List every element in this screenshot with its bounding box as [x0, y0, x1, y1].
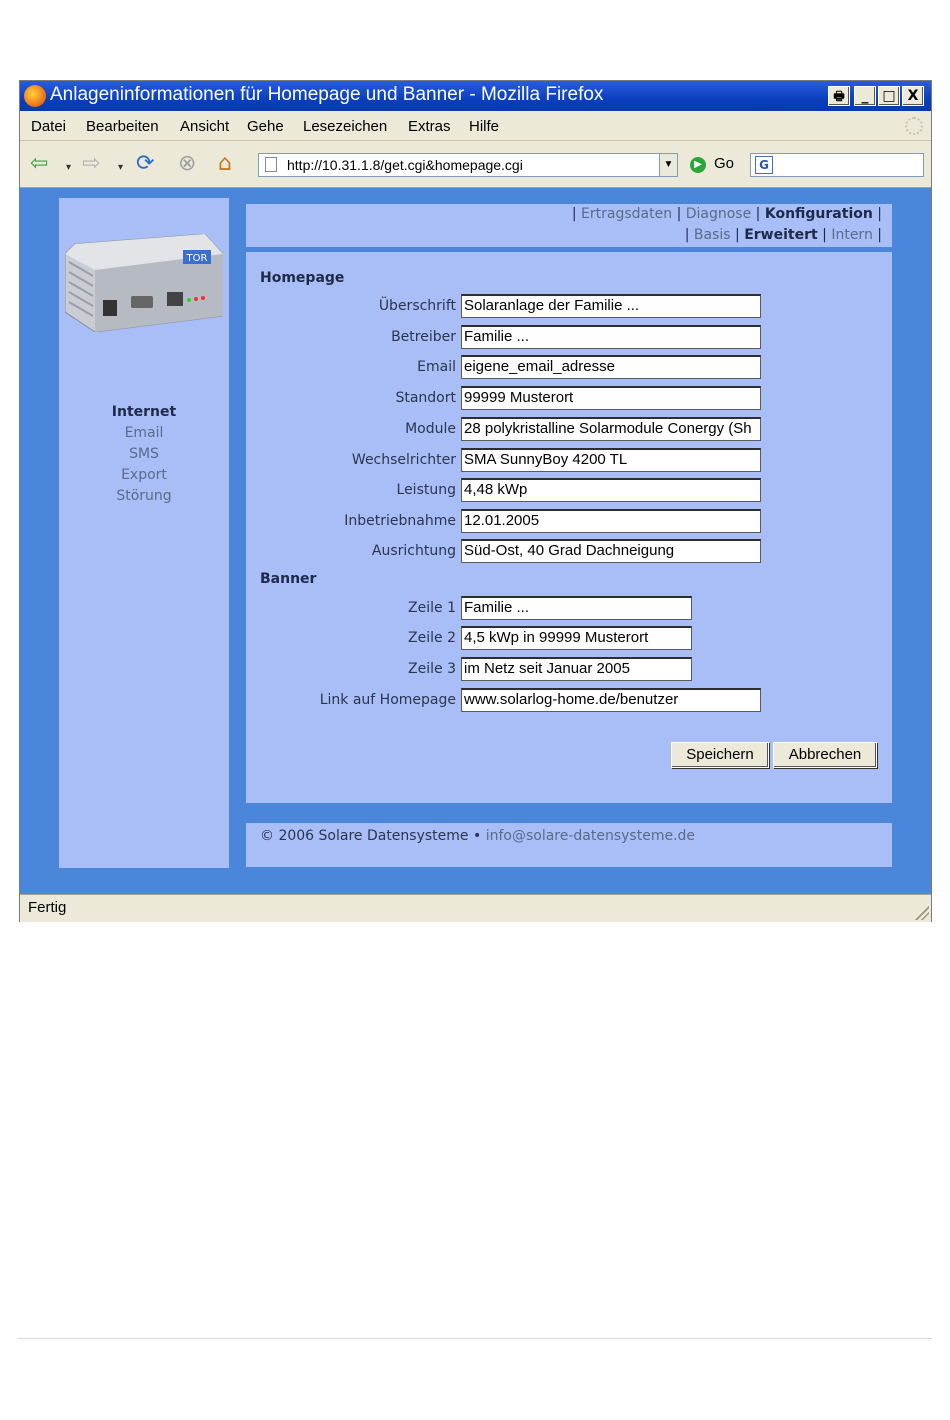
- inbetriebnahme-input[interactable]: 12.01.2005: [461, 509, 761, 533]
- copyright-text: © 2006 Solare Datensysteme: [260, 828, 469, 844]
- stop-icon[interactable]: ⊗: [178, 151, 197, 176]
- sidebar-nav: [59, 402, 229, 507]
- zeile-2-input[interactable]: 4,5 kWp in 99999 Musterort: [461, 626, 692, 650]
- leistung-input[interactable]: 4,48 kWp: [461, 478, 761, 502]
- ausrichtung-input[interactable]: Süd-Ost, 40 Grad Dachneigung: [461, 539, 761, 563]
- device-brand: TOR: [186, 253, 208, 264]
- go-icon[interactable]: ▶: [690, 157, 706, 173]
- field-label: Betreiber: [391, 329, 456, 345]
- tab-ertragsdaten[interactable]: Ertragsdaten: [581, 206, 673, 222]
- url-text: http://10.31.1.8/get.cgi&homepage.cgi: [287, 157, 523, 173]
- zeile-3-input[interactable]: im Netz seit Januar 2005: [461, 657, 692, 681]
- field-label: Zeile 1: [408, 600, 456, 616]
- menu-ansicht[interactable]: Ansicht: [180, 118, 230, 135]
- page-divider: [18, 1338, 932, 1339]
- homepage-link-input[interactable]: www.solarlog-home.de/benutzer: [461, 688, 761, 712]
- field-label: Module: [405, 421, 456, 437]
- menu-hilfe[interactable]: Hilfe: [469, 118, 500, 135]
- page-icon: [265, 157, 277, 172]
- email-input[interactable]: eigene_email_adresse: [461, 355, 761, 379]
- banner-heading: Banner: [260, 571, 317, 587]
- field-label: Ausrichtung: [371, 543, 456, 559]
- sidebar-item-email[interactable]: Email: [124, 425, 164, 441]
- tab-konfiguration[interactable]: Konfiguration: [764, 206, 873, 222]
- solarlog-device-image: [65, 234, 223, 332]
- sidebar-item-sms[interactable]: SMS: [129, 446, 159, 462]
- browser-window: [19, 80, 932, 922]
- forward-arrow-icon[interactable]: ⇨: [82, 151, 101, 176]
- ueberschrift-input[interactable]: Solaranlage der Familie ...: [461, 294, 761, 318]
- homepage-heading: Homepage: [260, 270, 345, 286]
- field-label: Zeile 3: [408, 661, 456, 677]
- field-label: Link auf Homepage: [319, 692, 456, 708]
- sidebar-item-internet[interactable]: Internet: [111, 404, 177, 420]
- url-input[interactable]: [258, 153, 678, 177]
- back-arrow-icon[interactable]: ⇦: [30, 151, 49, 176]
- firefox-icon: [24, 85, 46, 107]
- close-button[interactable]: X: [902, 86, 924, 106]
- tab-intern[interactable]: Intern: [831, 227, 873, 243]
- wechselrichter-input[interactable]: SMA SunnyBoy 4200 TL: [461, 448, 761, 472]
- zeile-1-input[interactable]: Familie ...: [461, 596, 692, 620]
- back-dropdown-icon[interactable]: ▾: [66, 162, 72, 173]
- save-button[interactable]: Speichern: [671, 742, 769, 768]
- resize-grip-icon[interactable]: [915, 906, 929, 920]
- url-dropdown-icon[interactable]: ▼: [659, 154, 677, 176]
- field-label: Email: [417, 359, 456, 375]
- minimize-button[interactable]: _: [854, 86, 876, 106]
- tab-diagnose[interactable]: Diagnose: [685, 206, 752, 222]
- module-input[interactable]: 28 polykristalline Solarmodule Conergy (Sh: [461, 417, 761, 441]
- standort-input[interactable]: 99999 Musterort: [461, 386, 761, 410]
- footer-bullet: •: [472, 828, 482, 844]
- menu-extras[interactable]: Extras: [408, 118, 451, 135]
- navigation-toolbar: [20, 141, 931, 188]
- contact-email-link[interactable]: info@solare-datensysteme.de: [485, 828, 696, 844]
- field-label: Zeile 2: [408, 630, 456, 646]
- home-icon[interactable]: ⌂: [218, 151, 232, 176]
- reload-icon[interactable]: ⟳: [136, 151, 155, 176]
- menu-bar: [20, 112, 931, 141]
- sidebar: [59, 198, 229, 868]
- status-bar: [20, 894, 931, 922]
- window-title: Anlageninformationen für Homepage und Banner - Mozilla Firefox: [50, 84, 604, 105]
- page-footer: [246, 823, 892, 867]
- top-navigation: [246, 204, 892, 247]
- google-search-icon[interactable]: G: [755, 156, 773, 174]
- cancel-button[interactable]: Abbrechen: [773, 742, 877, 768]
- sidebar-item-stoerung[interactable]: Störung: [116, 488, 172, 504]
- tab-erweitert[interactable]: Erweitert: [744, 227, 818, 243]
- menu-bearbeiten[interactable]: Bearbeiten: [86, 118, 159, 135]
- topnav-row-sub: | Basis | Erweitert | Intern |: [684, 227, 882, 243]
- title-bar: [20, 81, 931, 111]
- field-label: Standort: [395, 390, 456, 406]
- forward-dropdown-icon[interactable]: ▾: [118, 162, 124, 173]
- throbber-icon: [905, 117, 923, 135]
- print-icon[interactable]: 🖶: [828, 86, 850, 106]
- topnav-row-main: | Ertragsdaten | Diagnose | Konfiguration |: [571, 206, 882, 222]
- betreiber-input[interactable]: Familie ...: [461, 325, 761, 349]
- go-button[interactable]: Go: [714, 155, 735, 172]
- tab-basis[interactable]: Basis: [693, 227, 731, 243]
- search-input[interactable]: [750, 153, 924, 177]
- maximize-button[interactable]: □: [878, 86, 900, 106]
- field-label: Leistung: [396, 482, 456, 498]
- menu-gehe[interactable]: Gehe: [247, 118, 284, 135]
- page-content: [20, 188, 931, 894]
- menu-lesezeichen[interactable]: Lesezeichen: [303, 118, 388, 135]
- field-label: Inbetriebnahme: [344, 513, 456, 529]
- sidebar-item-export[interactable]: Export: [121, 467, 167, 483]
- status-text: Fertig: [28, 899, 67, 916]
- field-label: Überschrift: [378, 298, 456, 314]
- settings-form: [246, 252, 892, 803]
- menu-datei[interactable]: Datei: [31, 118, 67, 135]
- field-label: Wechselrichter: [351, 452, 456, 468]
